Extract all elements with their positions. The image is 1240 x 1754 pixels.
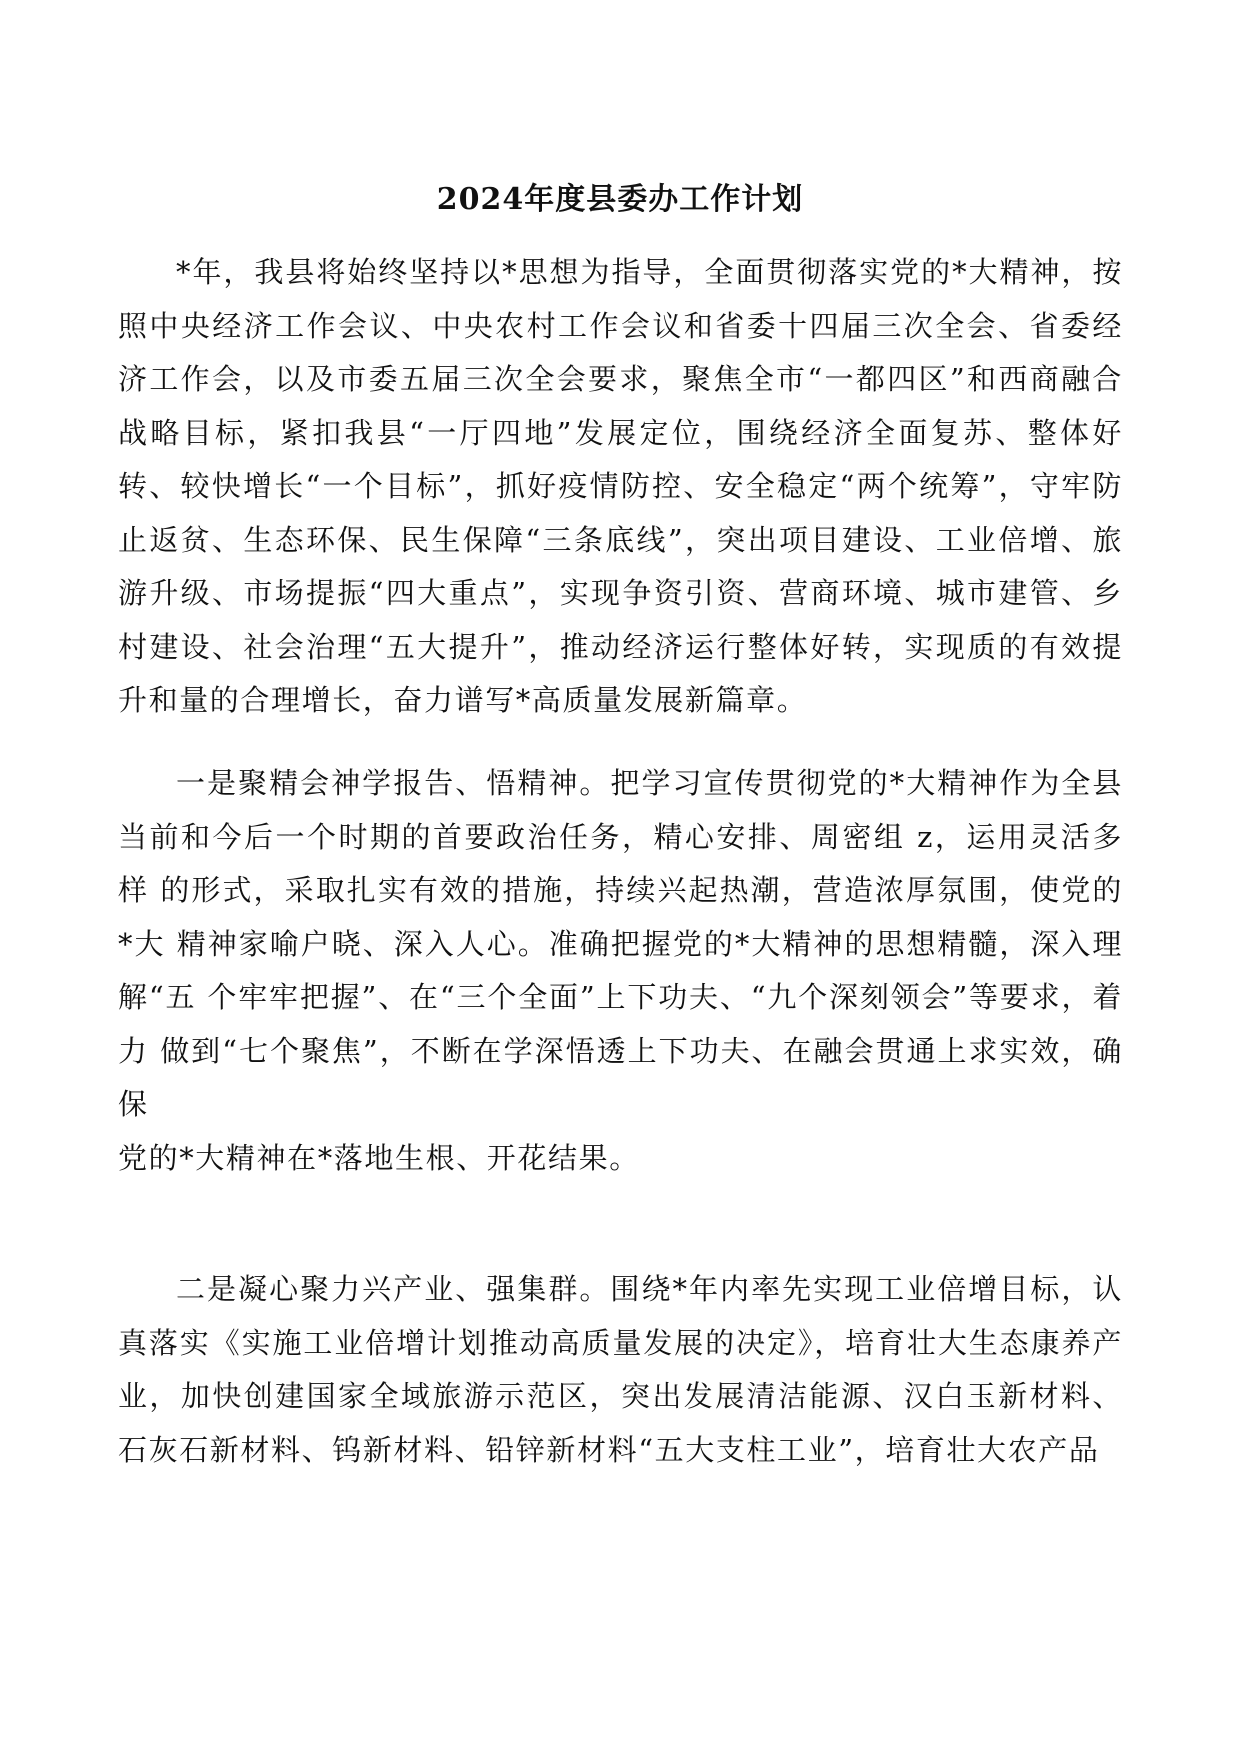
paragraph-study-spirit xyxy=(118,757,1123,1185)
paragraph-industry: 二是凝心聚力兴产业、强集群。围绕*年内率先实现工业倍增目标，认真落实《实施工业倍增计划推动高质量发展的决定》，培育壮大生态康养产业，加快创建国家全域旅游示范区，突出发展清洁能源、汉白玉新材料、石灰石新材料、钨新材料、铅锌新材料“五大支柱工业”，培育壮大农产品 xyxy=(118,1272,1123,1467)
paragraph-intro: *年，我县将始终坚持以*思想为指导，全面贯彻落实党的*大精神，按照中央经济工作会议、中央农村工作会议和省委十四届三次全会、省委经济工作会，以及市委五届三次全会要求，聚焦全市“一都四区”和西商融合战略目标，紧扣我县“一厅四地”发展定位，围绕经济全面复苏、整体好转、较快增长“一个目标”，抓好疫情防控、安全稳定“两个统筹”，守牢防止返贫、生态环保、民生保障“三条底线”，突出项目建设、工业倍增、旅游升级、市场提振“四大重点”，实现争资引资、营商环境、城市建管、乡村建设、社会治理“五大提升”，推动经济运行整体好转，实现质的有效提升和量的合理增长，奋力谱写*高质量发展新篇章。 xyxy=(118,255,1123,717)
document-title: 2024年度县委办工作计划 xyxy=(436,182,804,217)
paragraph-study-spirit-body: 一是聚精会神学报告、悟精神。把学习宣传贯彻党的*大精神作为全县当前和今后一个时期的首要政治任务，精心安排、周密组 z，运用灵活多样 的形式，采取扎实有效的措施，持续兴起热潮，营造浓厚氛围，使党的*大 精神家喻户晓、深入人心。准确把握党的*大精神的思想精髓，深入理解“五 个牢牢把握”、在“三个全面”上下功夫、“九个深刻领会”等要求，着力 做到“七个聚焦”，不断在学深悟透上下功夫、在融会贯通上求实效，确保 xyxy=(118,766,1123,1121)
paragraph-study-spirit-tail: 党的*大精神在*落地生根、开花结果。 xyxy=(118,1140,640,1175)
